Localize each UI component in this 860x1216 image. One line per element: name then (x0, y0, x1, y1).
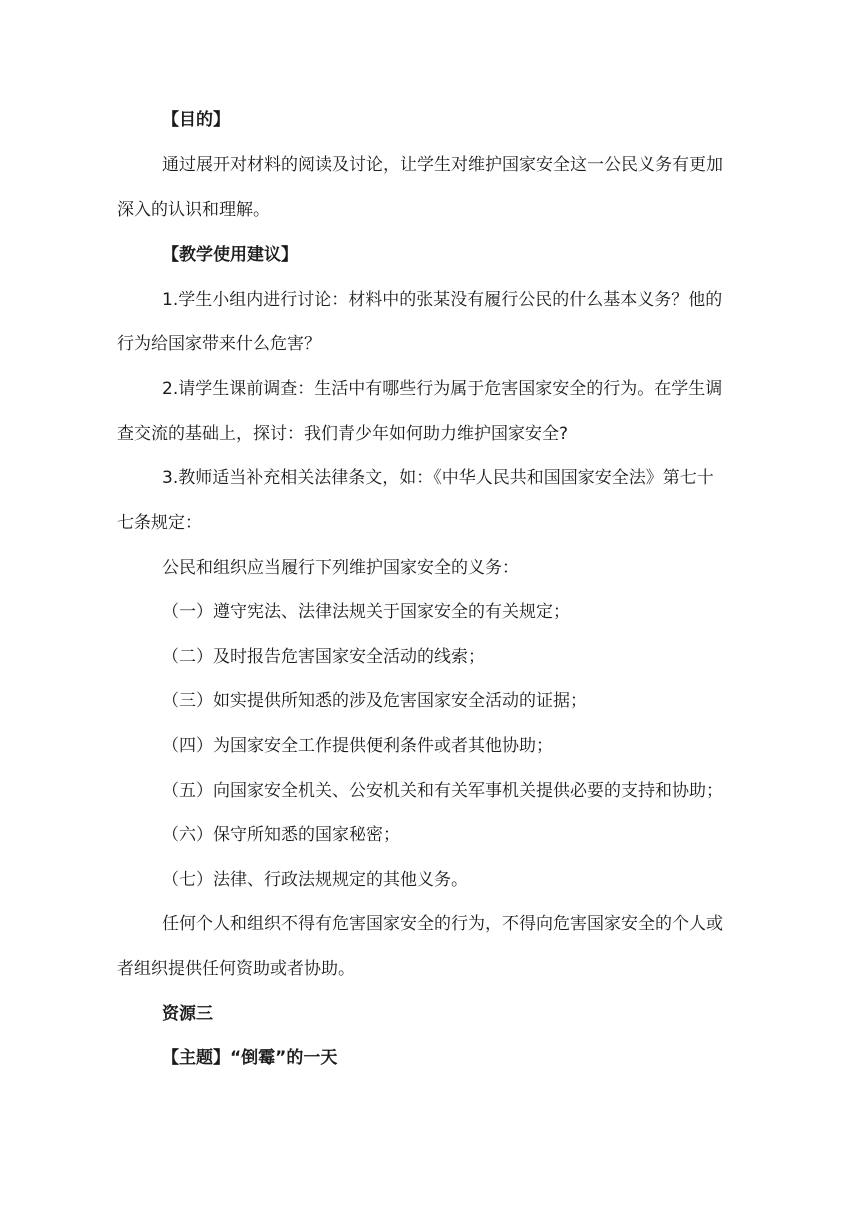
section-suggestion-heading: 【教学使用建议】 (162, 245, 298, 265)
duty-item: （五）向国家安全机关、公安机关和有关军事机关提供必要的支持和协助； (162, 781, 723, 801)
duty-item: （三）如实提供所知悉的涉及危害国家安全活动的证据； (162, 691, 587, 711)
suggestion-2-line: 2.请学生课前调查：生活中有哪些行为属于危害国家安全的行为。在学生调 (162, 379, 723, 399)
suggestion-3-line: 七条规定： (117, 513, 202, 533)
duty-item: （四）为国家安全工作提供便利条件或者其他协助； (162, 736, 553, 756)
goal-paragraph-line: 通过展开对材料的阅读及讨论，让学生对维护国家安全这一公民义务有更加 (162, 155, 723, 175)
suggestion-3-line: 3.教师适当补充相关法律条文，如：《中华人民共和国国家安全法》第七十 (162, 468, 714, 488)
closing-paragraph-line: 者组织提供任何资助或者协助。 (117, 959, 355, 979)
duty-item: （一）遵守宪法、法律法规关于国家安全的有关规定； (162, 602, 570, 622)
theme-heading: 【主题】“倒霉”的一天 (162, 1048, 338, 1068)
resource-heading: 资源三 (162, 1004, 213, 1024)
suggestion-2-line: 查交流的基础上，探讨：我们青少年如何助力维护国家安全? (117, 424, 569, 444)
suggestion-1-line: 1.学生小组内进行讨论：材料中的张某没有履行公民的什么基本义务？他的 (162, 290, 723, 310)
goal-paragraph-line: 深入的认识和理解。 (117, 200, 270, 220)
section-goal-heading: 【目的】 (162, 110, 230, 130)
closing-paragraph-line: 任何个人和组织不得有危害国家安全的行为，不得向危害国家安全的个人或 (162, 914, 723, 934)
duty-item: （七）法律、行政法规规定的其他义务。 (162, 870, 468, 890)
suggestion-1-line: 行为给国家带来什么危害？ (117, 334, 321, 354)
duty-item: （二）及时报告危害国家安全活动的线索； (162, 647, 485, 667)
law-intro: 公民和组织应当履行下列维护国家安全的义务： (162, 558, 519, 578)
duty-item: （六）保守所知悉的国家秘密； (162, 825, 400, 845)
